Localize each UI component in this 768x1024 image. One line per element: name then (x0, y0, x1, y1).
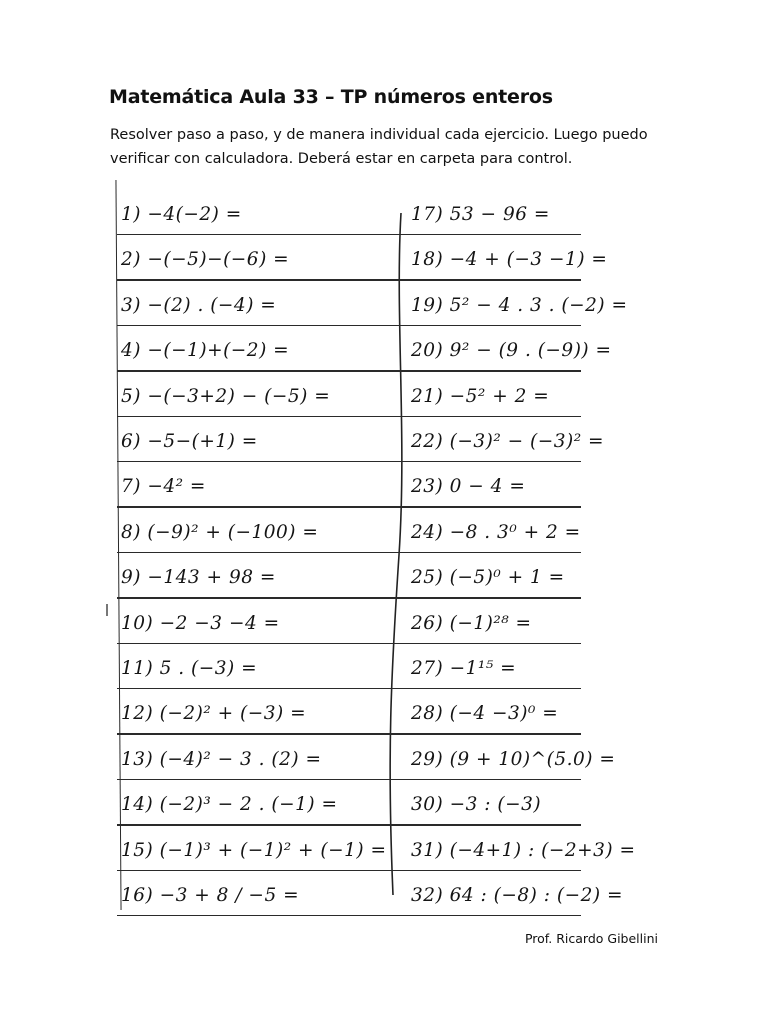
exercise-right-9: 25) (−5)⁰ + 1 = (411, 567, 565, 589)
exercise-left-6: 6) −5−(+1) = (121, 431, 258, 452)
exercise-left-9: 9) −143 + 98 = (121, 567, 276, 589)
exercise-right-7: 23) 0 − 4 = (411, 476, 526, 498)
exercise-right-5: 21) −5² + 2 = (411, 385, 550, 407)
exercise-right-4: 20) 9² − (9 . (−9)) = (411, 340, 612, 362)
exercise-left-7: 7) −4² = (121, 476, 206, 498)
exercise-right-16: 32) 64 : (−8) : (−2) = (411, 885, 623, 906)
document-title: Matemática Aula 33 – TP números enteros (109, 86, 553, 108)
ruled-line (117, 234, 581, 235)
exercise-right-8: 24) −8 . 3⁰ + 2 = (411, 521, 581, 543)
instructions-text: Resolver paso a paso, y de manera individual cada ejercicio. Luego puedo verificar con calculadora. Deberá estar en carpeta para control. (110, 127, 648, 167)
exercise-right-1: 17) 53 − 96 = (411, 204, 550, 225)
exercise-left-8: 8) (−9)² + (−100) = (121, 521, 319, 543)
exercise-right-14: 30) −3 : (−3) (411, 794, 542, 816)
exercise-right-11: 27) −1¹⁵ = (411, 658, 517, 679)
ruled-line (117, 643, 581, 644)
ruled-line (117, 870, 581, 871)
exercise-left-13: 13) (−4)² − 3 . (2) = (121, 748, 322, 770)
exercise-left-1: 1) −4(−2) = (121, 204, 242, 225)
ruled-line (117, 325, 581, 326)
ruled-line (117, 552, 581, 553)
exercise-right-15: 31) (−4+1) : (−2+3) = (411, 839, 636, 861)
ruled-line (117, 506, 581, 507)
exercise-right-3: 19) 5² − 4 . 3 . (−2) = (411, 294, 628, 316)
exercise-left-12: 12) (−2)² + (−3) = (121, 703, 307, 725)
ruled-line (117, 779, 581, 780)
exercise-right-10: 26) (−1)²⁸ = (411, 612, 532, 634)
ruled-line (117, 915, 581, 916)
ruled-line (117, 370, 581, 371)
exercise-right-6: 22) (−3)² − (−3)² = (411, 431, 605, 452)
exercise-left-16: 16) −3 + 8 / −5 = (121, 885, 300, 906)
ruled-line (117, 416, 581, 417)
author-signature: Prof. Ricardo Gibellini (524, 931, 658, 946)
exercise-left-15: 15) (−1)³ + (−1)² + (−1) = (121, 839, 387, 861)
ruled-line (117, 461, 581, 462)
ruled-notebook-sheet (109, 180, 636, 910)
exercise-left-14: 14) (−2)³ − 2 . (−1) = (121, 794, 338, 816)
exercise-left-4: 4) −(−1)+(−2) = (121, 340, 290, 362)
ruled-line (117, 279, 581, 280)
exercise-left-10: 10) −2 −3 −4 = (121, 612, 280, 634)
ruled-line (117, 733, 581, 734)
exercise-left-3: 3) −(2) . (−4) = (121, 294, 277, 316)
exercise-left-5: 5) −(−3+2) − (−5) = (121, 385, 331, 407)
exercise-right-2: 18) −4 + (−3 −1) = (411, 249, 608, 271)
exercise-left-11: 11) 5 . (−3) = (121, 658, 258, 679)
exercise-left-2: 2) −(−5)−(−6) = (121, 249, 290, 271)
scan-mark (106, 604, 108, 616)
ruled-line (117, 597, 581, 598)
ruled-line (117, 688, 581, 689)
ruled-line (117, 824, 581, 825)
exercise-right-12: 28) (−4 −3)⁰ = (411, 703, 559, 725)
exercise-right-13: 29) (9 + 10)^(5.0) = (411, 748, 616, 770)
